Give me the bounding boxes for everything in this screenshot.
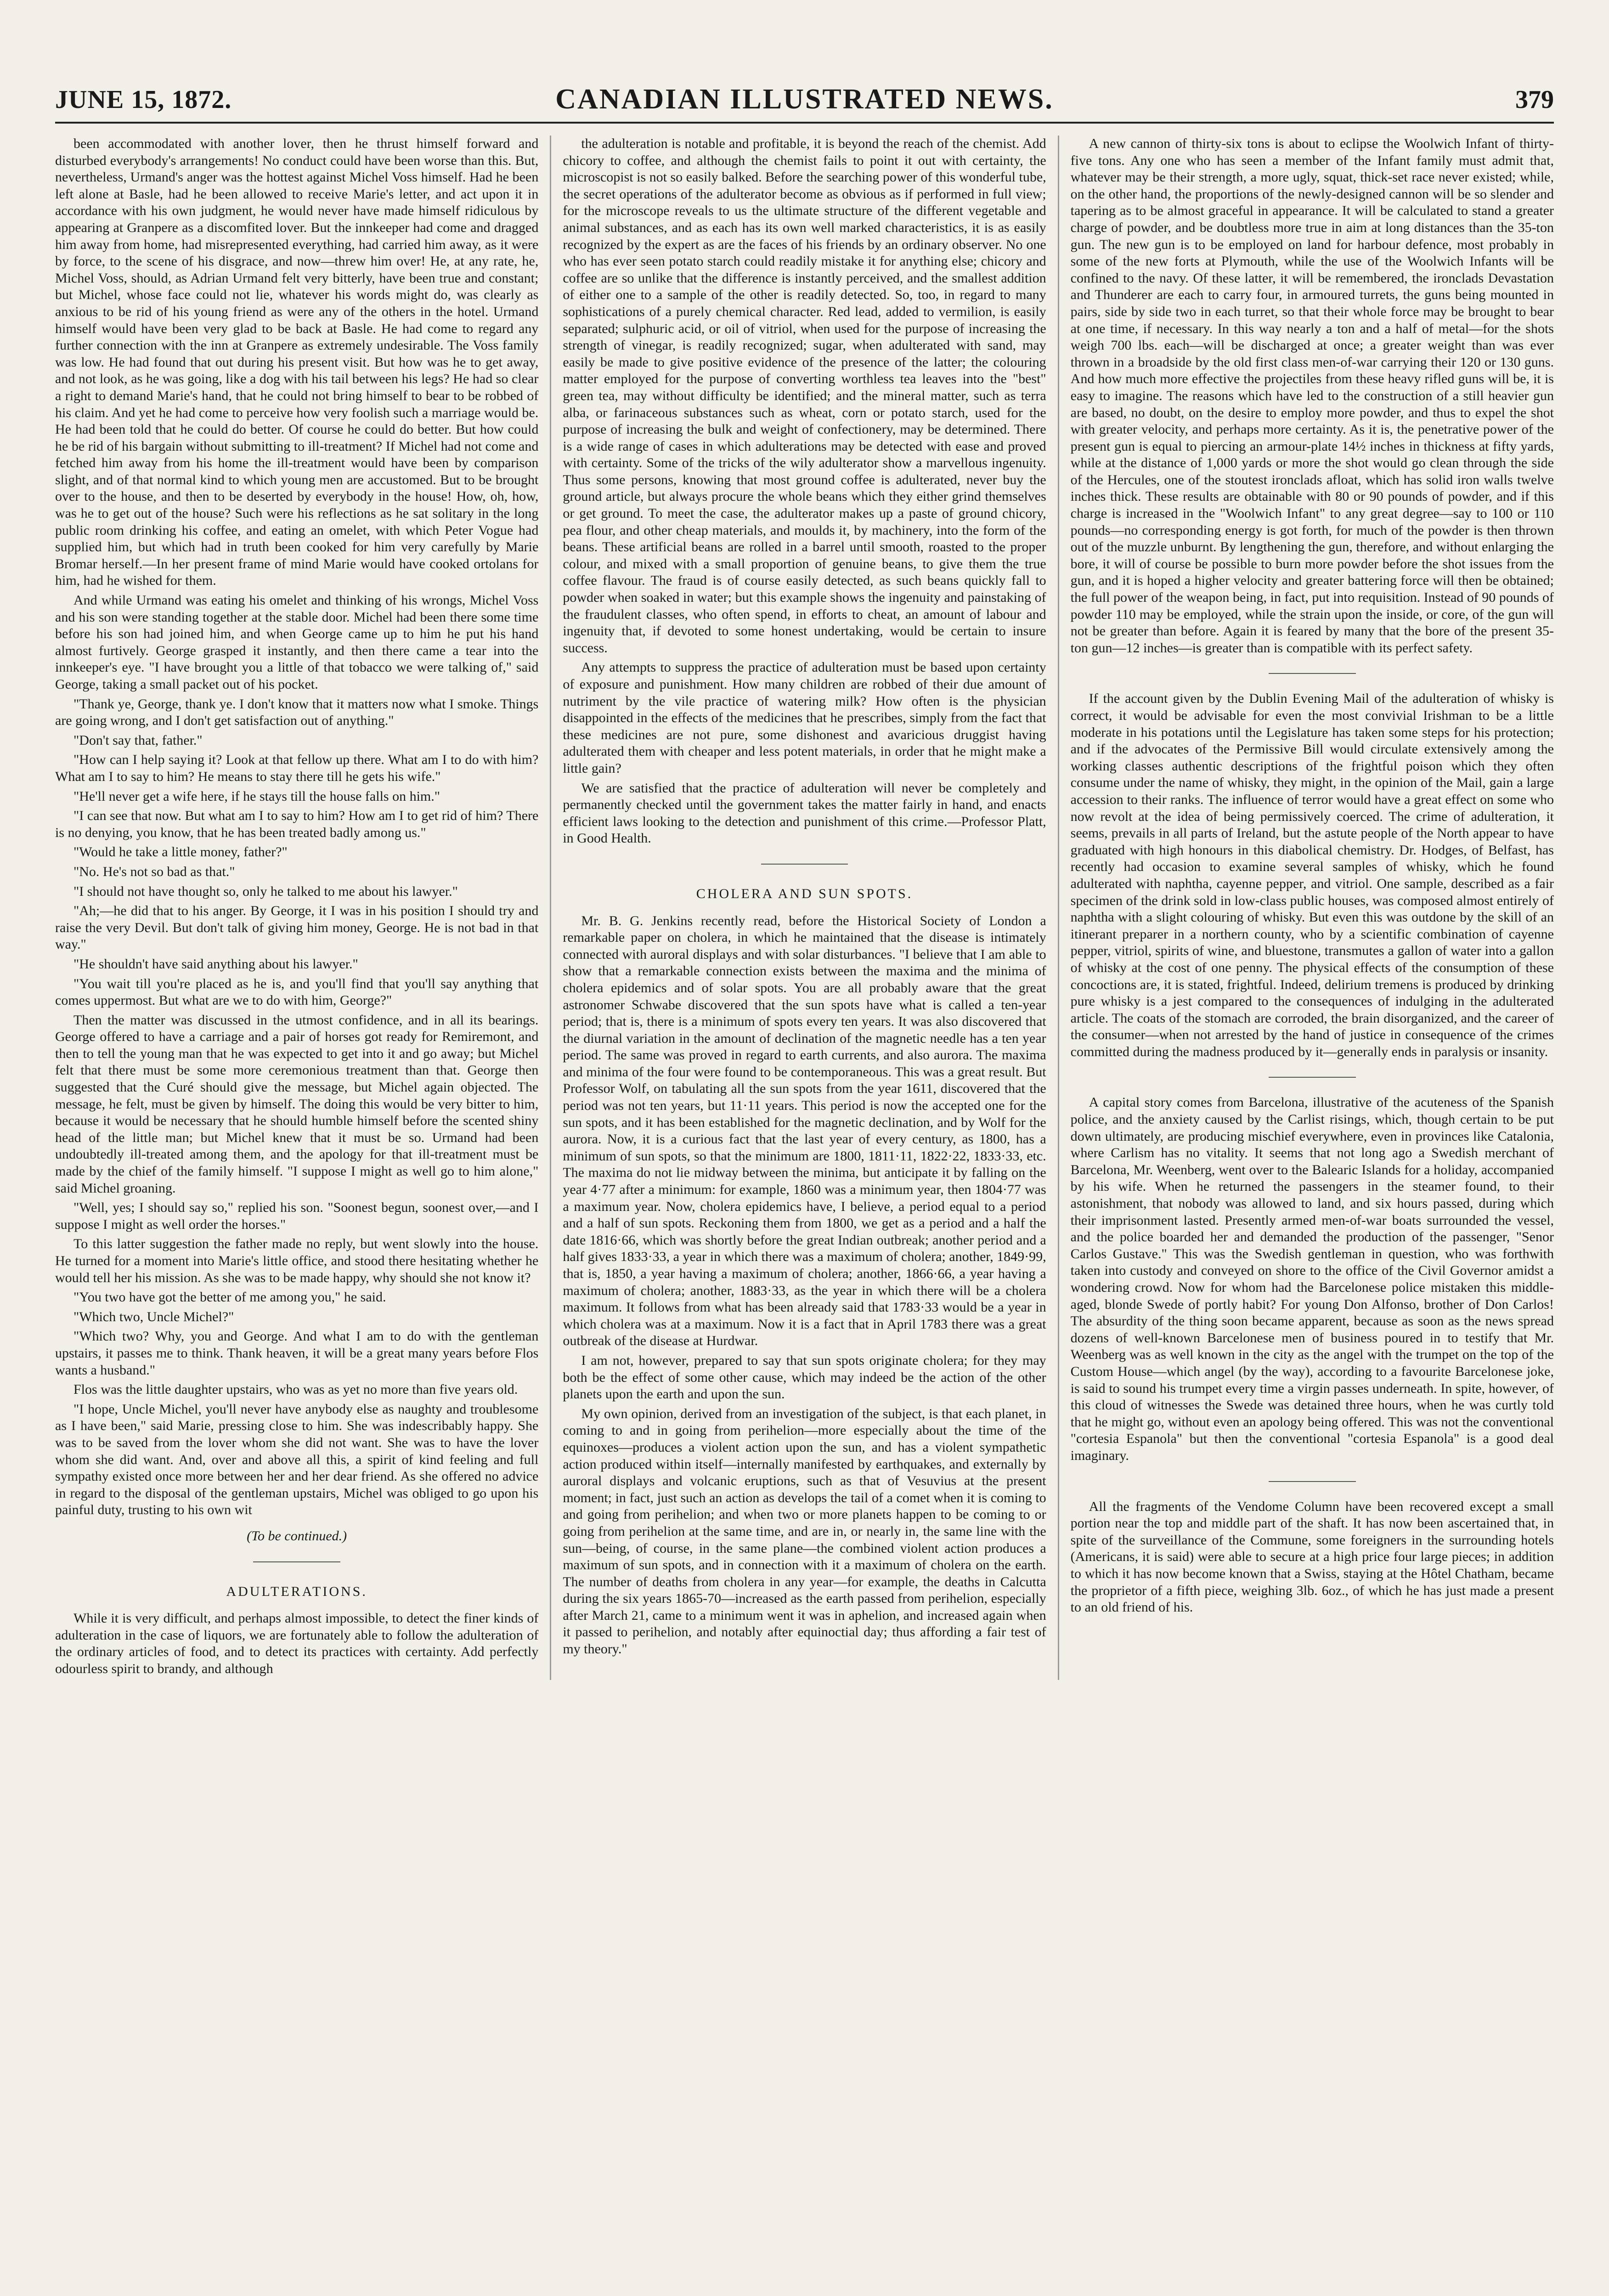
paragraph: While it is very difficult, and perhaps almost impossible, to detect the finer kinds of adulteration in the case of liquors, we are fortunately able to follow the adulteration of the ordinary articles of food, and to detect its practices with certainty. Add perfectly odourless spirit to brandy, and although [55,1611,539,1676]
adulterations-article [55,1610,538,1677]
paragraph: Mr. B. G. Jenkins recently read, before the Historical Society of London a remarkable paper on cholera, in which he maintained that the disease is intimately connected with auroral displays and with solar disturbances. "I believe that I am able to show that a remarkable connection exists between the maxima and the minima of cholera epidemics and of solar spots. You are all probably aware that the great astronomer Schwabe discovered that the sun spots have what is called a ten-year period; that is, there is a minimum of spots every ten years. It was also discovered that the diurnal variation in the amount of declination of the magnetic needle has a ten year period. The same was proved in regard to earth currents, and also aurora. The maxima and minima of the four were found to be contemporaneous. This was a great result. But Professor Wolf, on tabulating all the sun spots from the year 1611, discovered that the period was not ten years, but 11·11 years. This period is now the accepted one for the sun spots, and it has been established for the magnetic declination, and by Wolf for the aurora. Now, it is a curious fact that the last year of every century, as 1800, has a minimum of sun spots, so that the minimum are 1800, 1811·11, 1822·22, 1833·33, etc. The maxima do not lie midway between the minima, but anticipate it by falling on the year 4·77 after a minimum: for example, 1860 was a minimum year, then 1804·77 was a maximum year. Now, cholera epidemics have, I believe, a period equal to a period and a half of sun spots. Reckoning them from 1800, we get as a period and a half the date 1816·66, which was shortly before the great Indian outbreak; another period and a half gives 1833·33, a year in which there was a maximum of cholera; another, 1849·99, that is, 1850, a year having a maximum of cholera; another, 1866·66, a year having a maximum of cholera; another, 1883·33, as the year in which there will be a cholera maximum. It follows from what has been already said that 1783·33 would be a year in which cholera was at a maximum. Now it is a fact that in April 1783 there was a great outbreak of the disease at Hurdwar. [563,913,1046,1349]
paragraph: All the fragments of the Vendome Column have been recovered except a small portion near the top and middle part of the shaft. It has now been ascertained that, in spite of the surveillance of the Commune, some foreigners in the surrounding hotels (Americans, it is said) were able to secure at a high price four large pieces; in addition to which it has now become known that a Swiss, staying at the Hôtel Chatham, became the proprietor of a fifth piece, weighing 3lb. 6oz., of which he has just made a present to an old friend of his. [1070,1499,1554,1615]
section-divider [253,1561,340,1562]
adulterations-continued [563,136,1046,847]
paragraph: Any attempts to suppress the practice of adulteration must be based upon certainty of exposure and punishment. How many children are robbed of their due amount of nutriment by the vile practice of watering milk? How often is the physician disappointed in the effects of the medicines that he prescribes, simply from the fact that these medicines are not pure, some dishonest and avaricious druggist having adulterated them with cheaper and less potent materials, in order that he might make a little gain? [563,660,1046,776]
issue-date: JUNE 15, 1872. [55,85,232,114]
paragraph: the adulteration is notable and profitable, it is beyond the reach of the chemist. Add chicory to coffee, and although the chemist fails to point it out with certainty, the microscopist is not so easily balked. Before the searching power of this wonderful tube, the secret operations of the adulterator become as obvious as if performed in full view; for the microscope reveals to us the ultimate structure of the different vegetable and animal substances, and as each has its own well marked characteristics, it is as easily recognized by the expert as are the faces of his friends by an ordinary observer. No one who has ever seen potato starch could readily mistake it for anything else; chicory and coffee are so unlike that the difference is instantly perceived, and the smallest addition of either one to a sample of the other is readily detected. So, too, in regard to many sophistications of a purely chemical character. Red lead, added to vermilion, is easily separated; sulphuric acid, or oil of vitriol, when used for the purpose of increasing the strength of vinegar, is readily recognized; sugar, when adulterated with sand, may easily be made to give positive evidence of the presence of the latter; the colouring matter employed for the purpose of converting worthless tea leaves into the "best" green tea, may without difficulty be identified; and the mineral matter, such as terra alba, or farinaceous substances such as wheat, corn or potato starch, used for the purpose of increasing the bulk and weight of confectionery, may be determined. There is a wide range of cases in which adulterations may be detected with ease and proved with certainty. Some of the tricks of the wily adulterator show a marvellous ingenuity. Thus some persons, knowing that most ground coffee is adulterated, never buy the ground article, but always procure the whole beans which they either grind themselves or get ground. To meet the case, the adulterator makes up a paste of ground chicory, pea flour, and other cheap materials, and moulds it, by machinery, into the form of the beans. These artificial beans are rolled in a barrel until smooth, roasted to the proper colour, and mixed with a small proportion of genuine beans, to give them the true coffee flavour. The fraud is of course easily detected, as such beans quickly fall to powder when soaked in water; but this example shows the ingenuity and painstaking of the fraudulent classes, who often spend, in efforts to cheat, an amount of labour and ingenuity that, if devoted to some honest undertaking, would be certain to insure success. [563,136,1046,656]
section-divider [1269,1481,1355,1482]
paragraph: I am not, however, prepared to say that sun spots originate cholera; for they may both be the effect of some other cause, which may indeed be the action of the other planets upon the earth and upon the sun. [563,1352,1046,1402]
column-rule [550,136,551,1680]
paragraph: "Ah;—he did that to his anger. By George, it I was in his position I should try and raise the very Devil. But don't talk of giving him money, George. He is not bad in that way." [55,903,539,952]
paragraph: "How can I help saying it? Look at that fellow up there. What am I to do with him? What am I to say to him? He means to stay there till he gets his wife." [55,752,539,784]
paragraph: A new cannon of thirty-six tons is about to eclipse the Woolwich Infant of thirty-five tons. Any one who has seen a member of the Infant family must admit that, whatever may be their strength, a more ugly, squat, thick-set race never existed; while, on the other hand, the proportions of the newly-designed cannon will be so slender and tapering as to be almost graceful in appearance. It will be calculated to stand a greater charge of powder, and be doubtless more true in aim at long distances than the 35-ton gun. The new gun is to be employed on land for harbour defence, most probably in some of the new forts at Plymouth, while the use of the Woolwich Infants will be confined to the navy. Of these latter, it will be remembered, the ironclads Devastation and Thunderer are each to carry four, in armoured turrets, the guns being mounted in pairs, side by side two in each turret, so that their whole force may be brought to bear at one time, if necessary. In this way nearly a ton and a half of metal—for the shots weigh 700 lbs. each—will be discharged at once; a greater weight than was ever thrown in a broadside by the old first class men-of-war carrying their 120 or 130 guns. And how much more effective the projectiles from these heavy rifled guns will be, it is easy to imagine. The reasons which have led to the construction of a still heavier gun are based, no doubt, on the desire to employ more powder, and thus to expel the shot with greater velocity, and perhaps more certainty. As it is, the penetrative power of the present gun is equal to piercing an armour-plate 14½ inches in thickness at fifty yards, while at the distance of 1,000 yards or more the shot would go clean through the side of the Hercules, one of the stoutest ironclads afloat, which has solid iron walls twelve inches thick. These results are obtainable with 80 or 90 pounds of powder, and if this charge is increased in the "Woolwich Infant" to any great degree—say to 100 or 110 pounds—no corresponding energy is got forth, for much of the powder is then thrown out of the muzzle unburnt. By lengthening the gun, therefore, and without enlarging the bore, it will of course be possible to burn more powder before the shot issues from the gun, and it is hoped a higher velocity and greater battering force will then be obtained; the full power of the weapon being, in fact, put into requisition. Instead of 90 pounds of powder 110 may be employed, while the strain upon the inside, or core, of the gun will not be greater than before. Again it is feared by many that the bore of the present 35-ton gun—12 inches—is greater than is compatible with its perfect safety. [1070,136,1554,656]
paragraph: "Would he take a little money, father?" [73,844,288,860]
paragraph: "Well, yes; I should say so," replied his son. "Soonest begun, soonest over,—and I suppose I might as well order the horses." [55,1200,539,1232]
continued-note: (To be continued.) [247,1528,347,1544]
paragraph: "Which two? Why, you and George. And what I am to do with the gentleman upstairs, it passes me to think. Thank heaven, it will be a great many years before Flos wants a husband." [55,1329,539,1378]
news-item [1071,1094,1554,1464]
cholera-article [563,913,1046,1658]
column-1 [55,136,538,1680]
paragraph: To this latter suggestion the father made no reply, but went slowly into the house. He turned for a moment into Marie's little office, and stood there hesitating whether he would tell her his mission. As she was to be made happy, why should she not know it? [55,1236,539,1285]
section-divider [1269,673,1355,674]
paragraph: "Don't say that, father." [73,732,203,748]
paragraph: If the account given by the Dublin Evening Mail of the adulteration of whisky is correct, it would be advisable for even the most convivial Irishman to be a little moderate in his potations until the Legislature has taken some steps for his protection; and if the advocates of the Permissive Bill would circulate extensively among the working classes authentic descriptions of the frightful poison which they often consume under the name of whisky, they might, in the opinion of the Mail, gain a large accession to their ranks. The influence of terror would have a great effect on some who now revolt at the idea of being permissively coerced. The crime of adulteration, it seems, prevails in all parts of Ireland, but the astute people of the North appear to have graduated with high honours in this diabolical chemistry. Dr. Hodges, of Belfast, has recently had occasion to examine several samples of whisky, which he found adulterated with naphtha, cayenne pepper, and vitriol. One sample, described as a fair specimen of the drink sold in low-class public houses, was composed almost entirely of naphtha with a slight colouring of whisky. But even this was outdone by the skill of an itinerant preparer in a northern county, who by a scientific combination of cayenne pepper, vitriol, spirits of wine, and bluestone, transmutes a gallon of water into a gallon of whisky at the cost of one penny. The physical effects of the consumption of these concoctions are, it is stated, frightful. Indeed, delirium tremens is produced by drinking pure whisky is a jest compared to the consequences of indulging in the adulterated article. The coats of the stomach are corroded, the brain disorganized, and the career of the consumer—when not arrested by the hand of justice in consequence of the crimes committed during the madness produced by it—generally ends in paralysis or insanity. [1070,691,1554,1059]
paragraph: "Which two, Uncle Michel?" [73,1309,234,1324]
paragraph: "He'll never get a wife here, if he stays till the house falls on him." [73,788,440,804]
adulterations-heading: ADULTERATIONS. [226,1583,367,1599]
column-rule [1058,136,1059,1680]
section-divider [1269,1077,1355,1078]
serial-story [55,136,538,1519]
paragraph: "I can see that now. But what am I to say to him? How am I to get rid of him? There is no denying, you know, that he has been treated badly among us." [55,808,539,840]
paragraph: A capital story comes from Barcelona, illustrative of the acuteness of the Spanish police, and the anxiety caused by the Carlist risings, which, though certain to be put down ultimately, are producing mischief everywhere, even in provinces like Catalonia, where Carlism has no vitality. It seems that not long ago a Swedish merchant of Barcelona, Mr. Weenberg, went over to the Balearic Islands for a holiday, accompanied by his wife. When he returned the passengers in the steamer found, to their astonishment, that nobody was allowed to land, and six hours passed, during which their imprisonment lasted. Presently armed men-of-war boats surrounded the vessel, and the police boarded her and demanded the production of the passenger, "Senor Carlos Gustave." This was the Swedish gentleman in question, who was forthwith taken into custody and conveyed on shore to the office of the Civil Governor amidst a wondering crowd. Now for whom had the Barcelonese police mistaken this middle-aged, blonde Swede of portly habit? For young Don Alfonso, brother of Don Carlos! The absurdity of the thing soon became apparent, because as soon as the news spread dozens of well-known Barcelonese men of business poured in to testify that Mr. Weenberg was as well known in the city as the angel with the trumpet on the top of the Custom House—which angel (by the way), according to a favourite Barcelonese joke, is said to sound his trumpet every time a virgin passes underneath. In spite, however, of this cloud of witnesses the Swede was detained three hours, when he was curtly told that he might go, without even an apology being offered. This was not the conventional "cortesia Espanola" but then the conventional "cortesia Espanola" is a good deal imaginary. [1070,1095,1554,1463]
paragraph: "He shouldn't have said anything about his lawyer." [73,956,358,972]
column-3 [1071,136,1554,1680]
paragraph: My own opinion, derived from an investigation of the subject, is that each planet, in coming to and in going from perihelion—more especially about the time of the equinoxes—produces a violent action upon the sun, and has a violent sympathetic action produced within itself—internally manifested by earthquakes, and externally by auroral displays and volcanic eruptions, such as that of Vesuvius at the present moment; in fact, just such an action as develops the tail of a comet when it is coming to and going from perihelion; and when two or more planets happen to be coming to or going from perihelion at the same time, and are in, or nearly in, the same line with the sun—being, of course, in the same plane—the combined violent action produces a maximum of sun spots, and in connection with it a maximum of cholera on the earth. The number of deaths from cholera in any year—for example, the deaths in Calcutta during the six years 1865-70—increased as the earth passed from perihelion, especially after March 21, came to a minimum went it was in aphelion, and increased again when it passed to perihelion, and notably after equinoctial day; thus affording a fair test of my theory." [563,1406,1046,1657]
news-item [1071,690,1554,1060]
paragraph: We are satisfied that the practice of adulteration will never be completely and permanently checked until the government takes the matter fairly in hand, and enacts efficient laws looking to the detection and punishment of this crime.—Professor Platt, in Good Health. [563,780,1046,846]
paragraph: been accommodated with another lover, then he thrust himself forward and disturbed everybody's arrangements! No conduct could have been worse than this. But, nevertheless, Urmand's anger was the hottest against Michel Voss himself. Had he been left alone at Basle, had he been allowed to receive Marie's letter, and act upon it in accordance with his own judgment, he would never have made himself ridiculous by appearing at Granpere as a discomfited lover. But the innkeeper had come and dragged him away from home, had misrepresented everything, had carried him away, as it were by force, to the scene of his disgrace, and now—threw him over! He, at any rate, he, Michel Voss, should, as Adrian Urmand felt very bitterly, have been true and constant; but Michel, whose face could not lie, whatever his words might do, was clearly as anxious to be rid of his young friend as were any of the others in the hotel. Urmand himself would have been very glad to be back at Basle. He had come to regard any further connection with the inn at Granpere as extremely undesirable. The Voss family was low. He had found that out during his present visit. But how was he to get away, and not look, as he was going, like a dog with his tail between his legs? He had so clear a right to demand Marie's hand, that he could not bring himself to bear to be robbed of his claim. And yet he had come to perceive how very foolish such a marriage would be. He had been told that he could do better. Of course he could do better. But how could he be rid of his bargain without submitting to ill-treatment? If Michel had not come and fetched him away from his home the ill-treatment would have been by comparison slight, and of that normal kind to which young men are accustomed. But to be brought over to the house, and then to be deserted by everybody in the house! How, oh, how, was he to get out of the house? Such were his reflections as he sat solitary in the long public room drinking his coffee, and eating an omelet, with which Peter Vogue had supplied him, but which had in truth been cooked for him very carefully by Marie Bromar herself.—In her present frame of mind Marie would have cooked ortolans for him, had he wished for them. [55,136,539,588]
paragraph: "Thank ye, George, thank ye. I don't know that it matters now what I smoke. Things are going wrong, and I don't get satisfaction out of anything." [55,696,539,729]
paragraph: Flos was the little daughter upstairs, who was as yet no more than five years old. [73,1382,518,1397]
article-columns [55,136,1554,1680]
news-item [1071,1499,1554,1616]
paragraph: "You two have got the better of me among you," he said. [73,1289,386,1305]
section-divider [761,864,848,865]
paragraph: "No. He's not so bad as that." [73,864,235,879]
news-item [1071,136,1554,656]
newspaper-title: CANADIAN ILLUSTRATED NEWS. [555,84,1054,115]
page-number: 379 [1515,85,1554,114]
paragraph: And while Urmand was eating his omelet and thinking of his wrongs, Michel Voss and his son were standing together at the stable door. Michel had been there some time before his son had joined him, and when George came up to him he put his hand almost furtively. George grasped it instantly, and then there came a tear into the innkeeper's eye. "I have brought you a little of that tobacco we were talking of," said George, taking a small packet out of his pocket. [55,593,539,692]
paragraph: Then the matter was discussed in the utmost confidence, and in all its bearings. George offered to have a carriage and a pair of horses got ready for Remiremont, and then to tell the young man that he was expected to get into it and go away; but Michel felt that there must be some more ceremonious treatment than that. George then suggested that the Curé should give the message, but Michel again objected. The message, he felt, must be given by himself. The doing this would be very bitter to him, because it would be necessary that he should humble himself before the scented shiny head of the little man; but Michel knew that it must be so. Urmand had been undoubtedly ill-treated among them, and the apology for that ill-treatment must be made by the chief of the family himself. "I suppose I might as well go to him alone," said Michel groaning. [55,1012,539,1196]
cholera-heading: CHOLERA AND SUN SPOTS. [696,886,913,901]
paragraph: "You wait till you're placed as he is, and you'll find that you'll say anything that comes uppermost. But what are we to do with him, George?" [55,976,539,1008]
column-2 [563,136,1046,1680]
paragraph: "I should not have thought so, only he talked to me about his lawyer." [73,883,458,899]
paragraph: "I hope, Uncle Michel, you'll never have anybody else as naughty and troublesome as I have been," said Marie, pressing close to him. She was indescribably happy. She was to be saved from the lover whom she did not want. She was to have the lover whom she did want. And, over and above all this, a spirit of kind feeling and full sympathy existed once more between her and her dear friend. As she offered no advice in regard to the disposal of the gentleman upstairs, Michel was obliged to go upon his painful duty, trusting to his own wit [55,1401,539,1518]
masthead [55,80,1554,124]
